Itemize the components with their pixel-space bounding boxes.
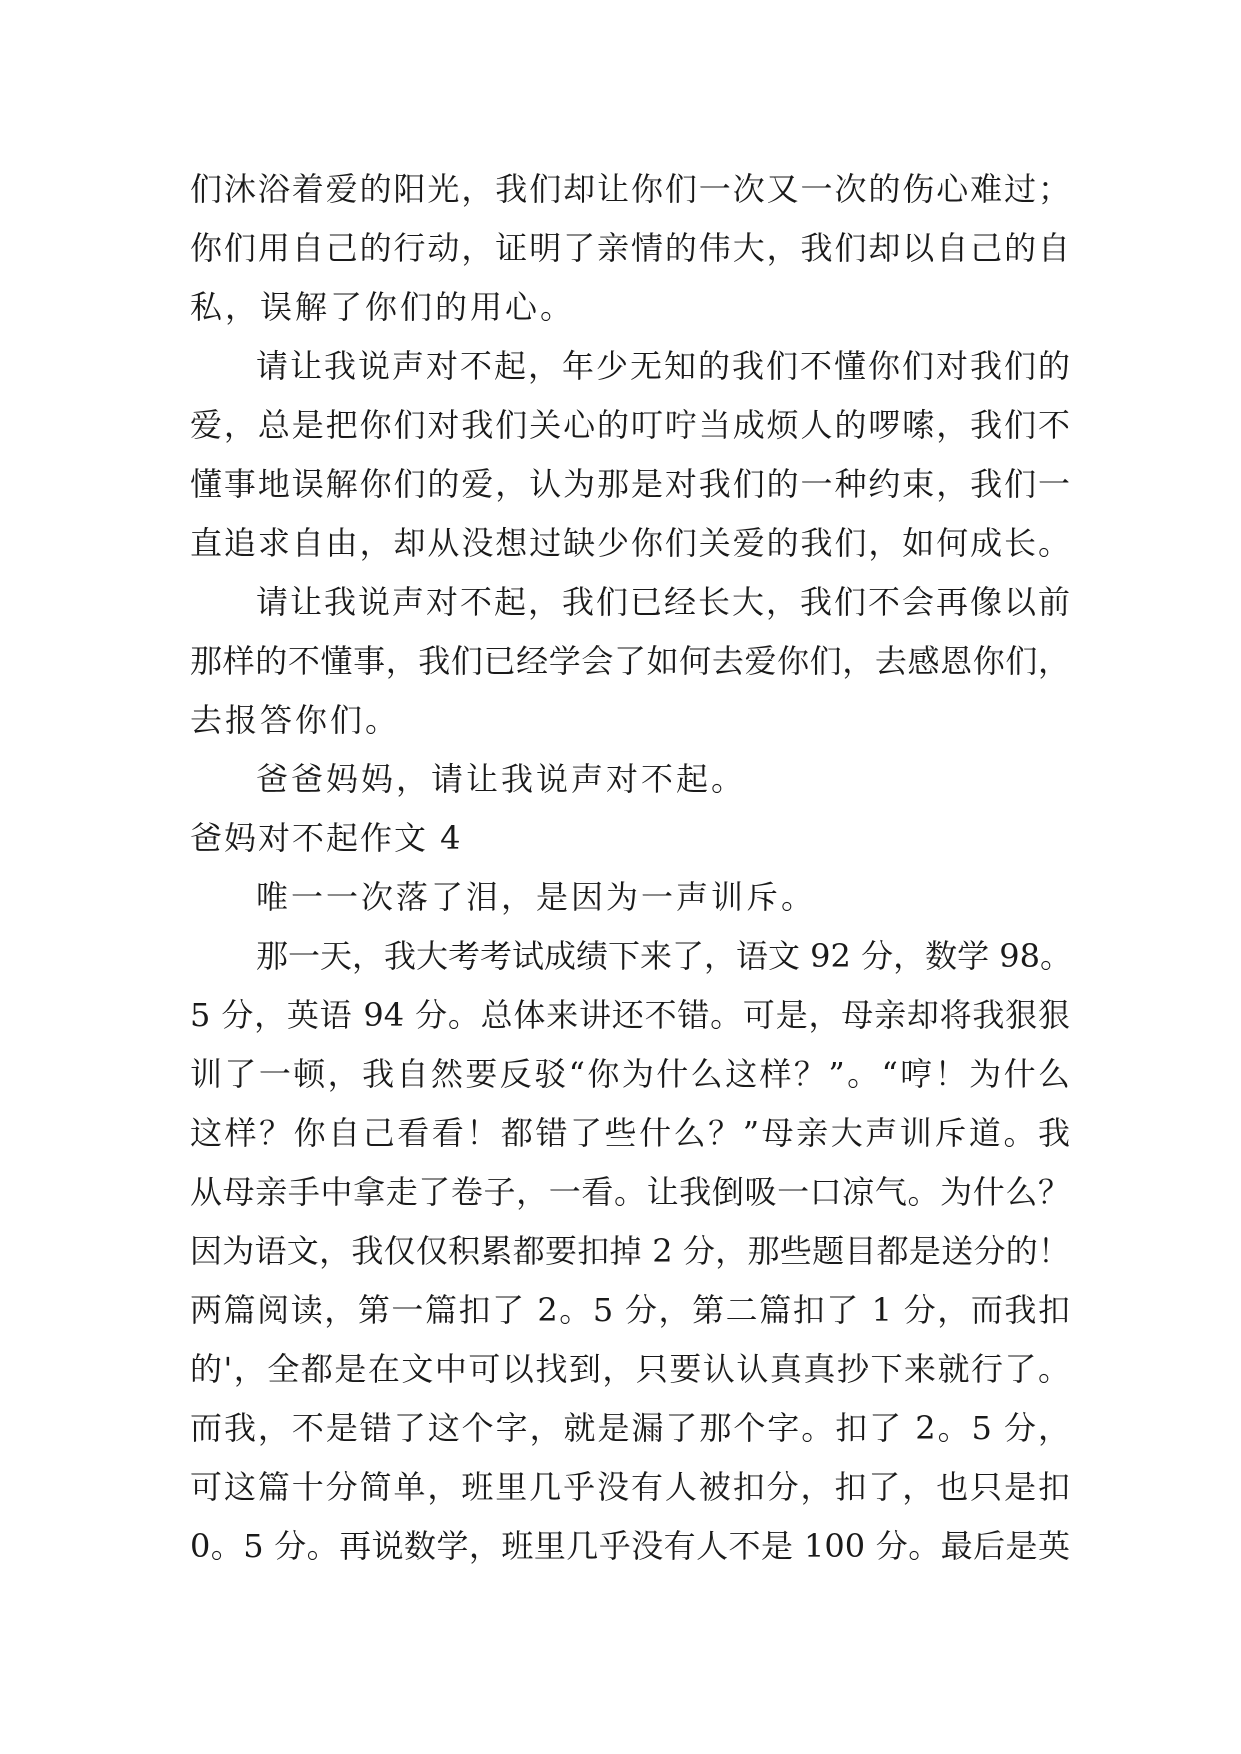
text-line: 从母亲手中拿走了卷子，一看。让我倒吸一口凉气。为什么？ xyxy=(190,1173,1070,1211)
text-line: 训了一顿，我自然要反驳“你为什么这样？”。“哼！为什么 xyxy=(190,1055,1070,1093)
text-line: 可这篇十分简单，班里几乎没有人被扣分，扣了，也只是扣 xyxy=(190,1468,1070,1506)
text-line: 而我，不是错了这个字，就是漏了那个字。扣了 2。5 分， xyxy=(190,1409,1070,1447)
text-line: 两篇阅读，第一篇扣了 2。5 分，第二篇扣了 1 分，而我扣 xyxy=(190,1291,1070,1329)
text-line: 5 分，英语 94 分。总体来讲还不错。可是，母亲却将我狠狠 xyxy=(190,996,1070,1034)
text-line: 去报答你们。 xyxy=(190,701,401,739)
text-line: 们沐浴着爱的阳光，我们却让你们一次又一次的伤心难过； xyxy=(190,170,1070,208)
text-line: 爱，总是把你们对我们关心的叮咛当成烦人的啰嗦，我们不 xyxy=(190,406,1070,444)
paragraph-start-line: 那一天，我大考考试成绩下来了，语文 92 分，数学 98。 xyxy=(256,937,1072,975)
text-line: 那样的不懂事，我们已经学会了如何去爱你们，去感恩你们， xyxy=(190,642,1070,680)
paragraph-start-line: 爸爸妈妈，请让我说声对不起。 xyxy=(256,760,747,798)
paragraph-start-line: 请让我说声对不起，我们已经长大，我们不会再像以前 xyxy=(256,583,1070,621)
text-line: 这样？你自己看看！都错了些什么？”母亲大声训斥道。我 xyxy=(190,1114,1070,1152)
text-line: 私，误解了你们的用心。 xyxy=(190,288,576,326)
text-line: 直追求自由，却从没想过缺少你们关爱的我们，如何成长。 xyxy=(190,524,1070,562)
text-line: 因为语文，我仅仅积累都要扣掉 2 分，那些题目都是送分的！ xyxy=(190,1232,1070,1270)
text-line: 0。5 分。再说数学，班里几乎没有人不是 100 分。最后是英 xyxy=(190,1527,1070,1565)
text-line: 你们用自己的行动，证明了亲情的伟大，我们却以自己的自 xyxy=(190,229,1070,267)
paragraph-start-line: 请让我说声对不起，年少无知的我们不懂你们对我们的 xyxy=(256,347,1070,385)
section-heading: 爸妈对不起作文 4 xyxy=(190,819,463,857)
text-line: 懂事地误解你们的爱，认为那是对我们的一种约束，我们一 xyxy=(190,465,1070,503)
text-line: 的'，全都是在文中可以找到，只要认认真真抄下来就行了。 xyxy=(190,1350,1070,1388)
document-body xyxy=(190,160,1070,1576)
paragraph-start-line: 唯一一次落了泪，是因为一声训斥。 xyxy=(256,878,817,916)
